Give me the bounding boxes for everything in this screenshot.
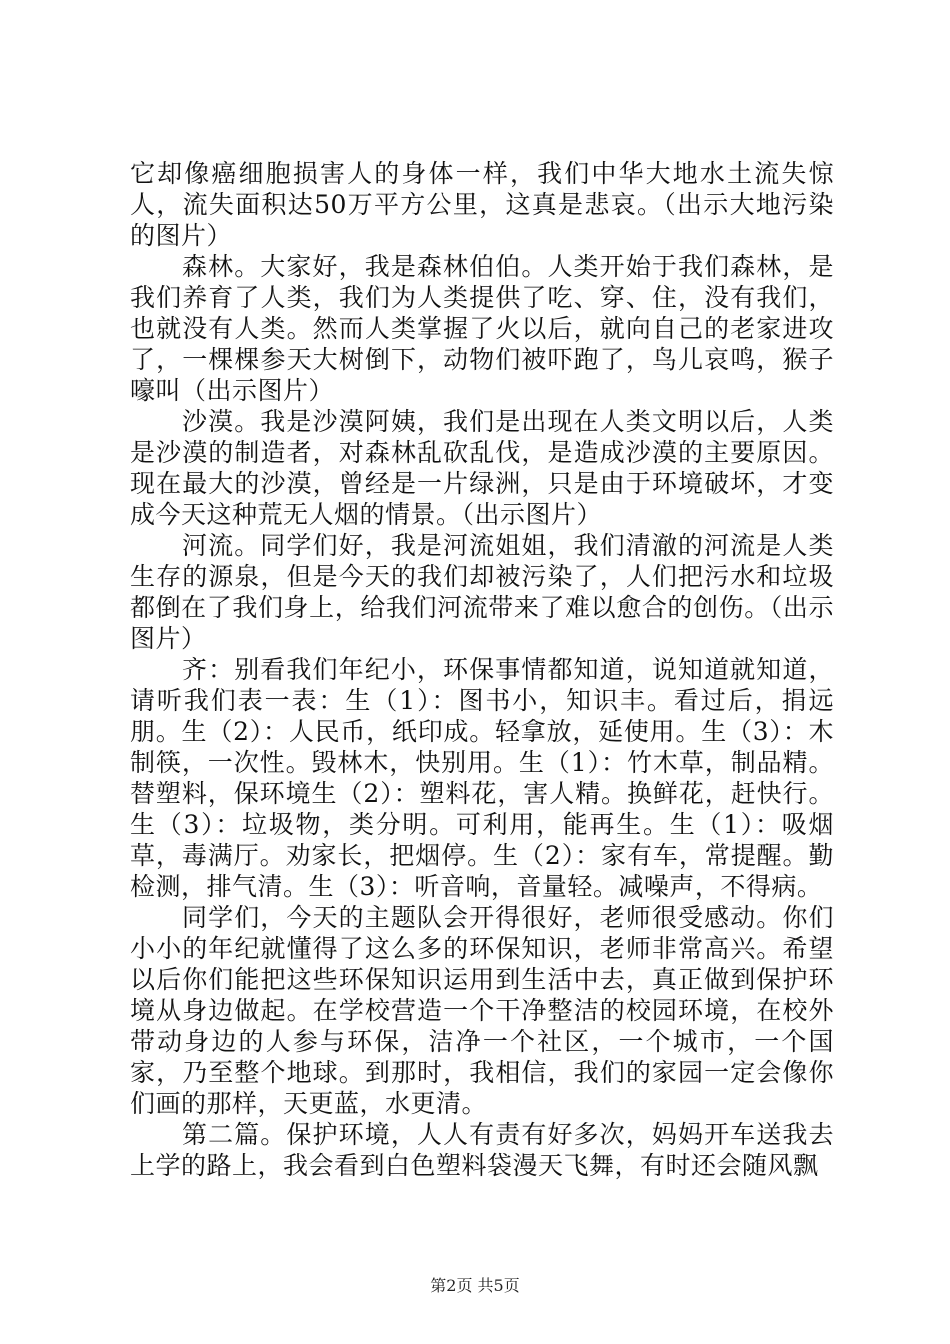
- paragraph-desert: 沙漠。我是沙漠阿姨，我们是出现在人类文明以后，人类是沙漠的制造者，对森林乱砍乱伐，是造成沙漠的主要原因。现在最大的沙漠，曾经是一片绿洲，只是由于环境破坏，才变成今天这种荒无人烟的情景。（出示图片）: [130, 407, 834, 529]
- paragraph-river: 河流。同学们好，我是河流姐姐，我们清澈的河流是人类生存的源泉，但是今天的我们却被污染了，人们把污水和垃圾都倒在了我们身上，给我们河流带来了难以愈合的创伤。（出示图片）: [130, 531, 834, 653]
- page-footer: 第2页 共5页: [430, 1276, 520, 1295]
- document-body: [130, 158, 834, 1181]
- paragraph-1: 它却像癌细胞损害人的身体一样，我们中华大地水土流失惊人，流失面积达50万平方公里，这真是悲哀。（出示大地污染的图片）: [130, 159, 834, 250]
- paragraph-teacher: 同学们，今天的主题队会开得很好，老师很受感动。你们小小的年纪就懂得了这么多的环保知识，老师非常高兴。希望以后你们能把这些环保知识运用到生活中去，真正做到保护环境从身边做起。在学校营造一个干净整洁的校园环境，在校外带动身边的人参与环保，洁净一个社区，一个城市，一个国家，乃至整个地球。到那时，我相信，我们的家园一定会像你们画的那样，天更蓝，水更清。: [130, 903, 834, 1118]
- paragraph-second-essay: 第二篇。保护环境，人人有责有好多次，妈妈开车送我去上学的路上，我会看到白色塑料袋漫天飞舞，有时还会随风飘: [130, 1120, 834, 1180]
- paragraph-forest: 森林。大家好，我是森林伯伯。人类开始于我们森林，是我们养育了人类，我们为人类提供了吃、穿、住，没有我们，也就没有人类。然而人类掌握了火以后，就向自己的老家进攻了，一棵棵参天大树倒下，动物们被吓跑了，鸟儿哀鸣，猴子嚎叫（出示图片）: [130, 252, 834, 405]
- paragraph-chorus: 齐：别看我们年纪小，环保事情都知道，说知道就知道，请听我们表一表：生（1）：图书小，知识丰。看过后，捐远朋。生（2）：人民币，纸印成。轻拿放，延使用。生（3）：木制筷，一次性。毁林木，快别用。生（1）：竹木草，制品精。替塑料，保环境生（2）：塑料花，害人精。换鲜花，赶快行。生（3）：垃圾物，类分明。可利用，能再生。生（1）：吸烟草，毒满厅。劝家长，把烟停。生（2）：家有车，常提醒。勤检测，排气清。生（3）：听音响，音量轻。减噪声，不得病。: [130, 655, 834, 901]
